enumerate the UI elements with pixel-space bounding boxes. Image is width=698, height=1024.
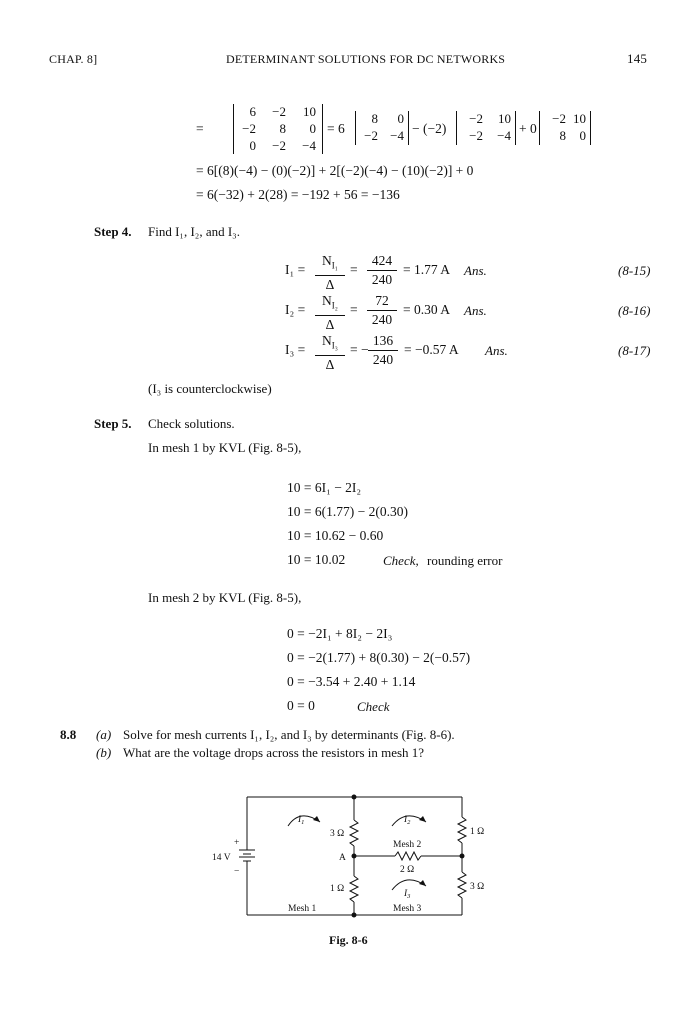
i1-arrowhead	[313, 816, 320, 822]
i3-ans: Ans.	[485, 343, 508, 358]
node-dot	[460, 854, 465, 859]
i1-lhs: I₁ =	[285, 262, 306, 277]
denominator: Δ	[325, 316, 335, 332]
resistor-3ohm-label: 3 Ω	[330, 829, 345, 839]
numerator: N	[322, 293, 332, 308]
det-cell: 8	[371, 111, 378, 126]
i3-arrow-arc	[392, 880, 426, 890]
i1-ans: Ans.	[464, 263, 487, 278]
i1-eq: =	[350, 262, 358, 277]
step5-label: Step 5.	[94, 416, 132, 431]
node-a-dot	[352, 854, 357, 859]
denominator: Δ	[325, 356, 335, 372]
det-cell: 8	[559, 128, 566, 143]
i2-label: $I_2$	[404, 815, 411, 826]
step4-text: Find I₁, I₂, and I₃.	[148, 224, 240, 239]
eq-ref-8-15: (8-15)	[618, 263, 651, 278]
check-label: Check,	[383, 553, 419, 568]
equation-line: 0 = −3.54 + 2.40 + 1.14	[287, 674, 416, 689]
equation-line: 0 = −2I₁ + 8I₂ − 2I₃	[287, 626, 393, 641]
rounding-note: rounding error	[427, 553, 503, 568]
det-cell: −4	[497, 128, 511, 143]
det-cell: −2	[364, 128, 378, 143]
mesh1-label: Mesh 1	[288, 904, 317, 914]
eq-ref-8-17: (8-17)	[618, 343, 651, 358]
resistor-1ohm-right-label: 1 Ω	[470, 827, 485, 837]
equation-line: 0 = −2(1.77) + 8(0.30) − 2(−0.57)	[287, 650, 471, 665]
det-cell: 10	[573, 111, 586, 126]
resistor-3ohm-right-zigzag	[458, 872, 466, 898]
numerator: 136	[372, 333, 394, 348]
page-number: 145	[627, 51, 648, 66]
det-cell: 0	[579, 128, 586, 143]
numerator-sub: I₂	[331, 300, 338, 311]
det-cell: −2	[242, 121, 256, 136]
node-a-label: A	[339, 853, 346, 863]
resistor-2ohm-label: 2 Ω	[400, 865, 415, 875]
check-label: Check	[357, 699, 390, 714]
battery-voltage: 14 V	[212, 853, 231, 863]
det-cell: 8	[279, 121, 286, 136]
battery-minus: −	[234, 867, 240, 877]
resistor-2ohm-zigzag	[395, 852, 421, 860]
numerator: N	[322, 253, 332, 268]
mesh1-intro: In mesh 1 by KVL (Fig. 8-5),	[148, 440, 302, 455]
denominator: Δ	[325, 276, 335, 292]
mesh2-label: Mesh 2	[393, 840, 422, 850]
i3-arrowhead	[419, 880, 426, 886]
det-cell: −2	[469, 111, 483, 126]
det-cell: −2	[552, 111, 566, 126]
i3-direction-note: (I₃ is counterclockwise)	[148, 381, 272, 396]
det-cell: −2	[272, 138, 286, 153]
numerator: 424	[371, 253, 393, 268]
mesh2-intro: In mesh 2 by KVL (Fig. 8-5),	[148, 590, 302, 605]
denominator: 240	[371, 272, 393, 287]
eq-ref-8-16: (8-16)	[618, 303, 651, 318]
numerator-sub: I₃	[331, 340, 338, 351]
i2-result: = 0.30 A	[403, 302, 450, 317]
resistor-1ohm-right-zigzag	[458, 817, 466, 843]
equation-line: 0 = 0	[287, 698, 315, 713]
i3-label: $I_3$	[404, 889, 411, 900]
resistor-3ohm-right-label: 3 Ω	[470, 882, 485, 892]
part-a-label: (a)	[96, 727, 112, 742]
figure-caption: Fig. 8-6	[329, 933, 368, 947]
node-dot	[352, 913, 357, 918]
det-cell: −2	[469, 128, 483, 143]
det-cell: −2	[272, 104, 286, 119]
det-cell: 0	[397, 111, 404, 126]
chapter-label: CHAP. 8]	[49, 52, 98, 66]
equation-line: 10 = 6I₁ − 2I₂	[287, 480, 362, 495]
det-cell: −4	[390, 128, 404, 143]
equation-line: 10 = 10.02	[287, 552, 346, 567]
part-b-text: What are the voltage drops across the resistors in mesh 1?	[123, 745, 425, 760]
det-cell: 0	[249, 138, 256, 153]
i2-ans: Ans.	[464, 303, 487, 318]
numerator-sub: I₁	[331, 260, 338, 271]
det-cell: 0	[309, 121, 316, 136]
i1-result: = 1.77 A	[403, 262, 450, 277]
i2-arrowhead	[419, 816, 426, 822]
det-cell: −4	[302, 138, 316, 153]
numerator: 72	[375, 293, 389, 308]
i2-lhs: I₂ =	[285, 302, 306, 317]
running-title: DETERMINANT SOLUTIONS FOR DC NETWORKS	[226, 52, 506, 66]
step5-text: Check solutions.	[148, 416, 235, 431]
resistor-3ohm-zigzag	[350, 820, 358, 846]
plus-zero: + 0	[519, 121, 537, 136]
denominator: 240	[371, 312, 393, 327]
equation-line: 10 = 10.62 − 0.60	[287, 528, 384, 543]
equals-sign: =	[196, 121, 204, 136]
denominator: 240	[372, 352, 394, 367]
det-cell: 10	[498, 111, 511, 126]
resistor-1ohm-left-zigzag	[350, 876, 358, 902]
expansion-line-3: = 6(−32) + 2(28) = −192 + 56 = −136	[196, 187, 400, 202]
numerator: N	[322, 333, 332, 348]
i2-eq: =	[350, 302, 358, 317]
expansion-line-2: = 6[(8)(−4) − (0)(−2)] + 2[(−2)(−4) − (10)(−2)] + 0	[196, 163, 474, 178]
det-cell: 10	[303, 104, 316, 119]
minus-neg-two: − (−2)	[412, 121, 447, 136]
resistor-1ohm-left-label: 1 Ω	[330, 884, 345, 894]
det-cell: 6	[249, 104, 256, 119]
node-dot	[352, 795, 357, 800]
mesh3-label: Mesh 3	[393, 904, 422, 914]
step4-label: Step 4.	[94, 224, 132, 239]
battery-plus: +	[234, 838, 240, 848]
i3-lhs: I₃ =	[285, 342, 306, 357]
i1-label: $I_1$	[298, 815, 305, 826]
problem-number: 8.8	[60, 727, 77, 742]
part-b-label: (b)	[96, 745, 112, 760]
equation-line: 10 = 6(1.77) − 2(0.30)	[287, 504, 408, 519]
i3-eq: = −	[350, 342, 369, 357]
i3-result: = −0.57 A	[404, 342, 459, 357]
equals-six: = 6	[327, 121, 345, 136]
part-a-text: Solve for mesh currents I₁, I₂, and I₃ by determinants (Fig. 8-6).	[123, 727, 455, 742]
